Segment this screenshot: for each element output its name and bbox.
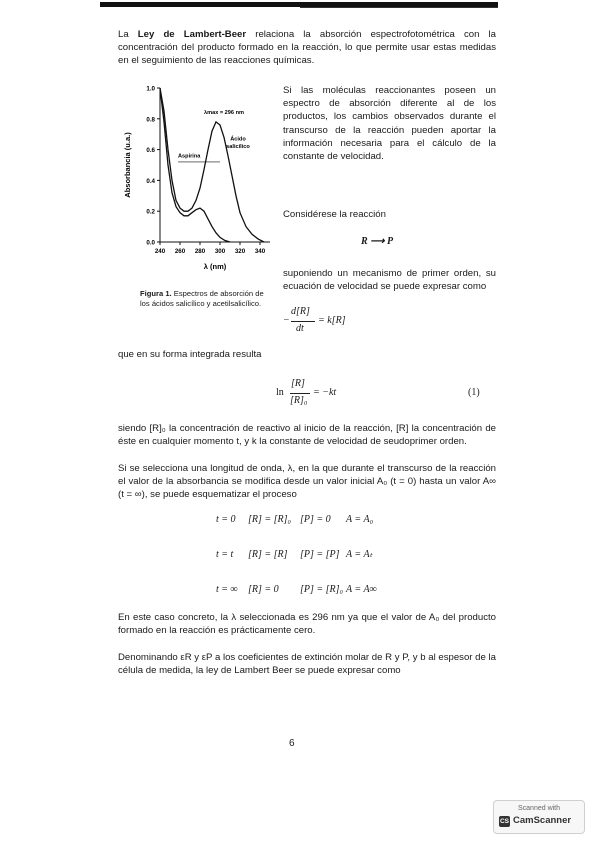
y-tick-label: 1.0 bbox=[146, 85, 155, 93]
y-tick-label: 0.0 bbox=[146, 239, 155, 247]
scheme-row-1 bbox=[216, 549, 416, 563]
scheme-product: [P] = 0 bbox=[300, 514, 331, 525]
series-label-aspirina: Aspirina bbox=[178, 153, 201, 160]
eq1-ln: ln bbox=[276, 387, 284, 398]
intro-text-end: relaciona la absorción espectrofotométrica con la concentración del producto formado en la reacción, lo que permite usar estas medidas en el seguimiento de las reacciones químicas. bbox=[118, 29, 497, 67]
x-tick-label: 280 bbox=[194, 248, 206, 255]
eq1-fraction-bar bbox=[290, 393, 310, 394]
x-axis-label: λ (nm) bbox=[203, 262, 227, 271]
lambda-max-annotation: λmax = 296 nm bbox=[204, 110, 244, 117]
right-paragraph-2: Considérese la reacción bbox=[283, 209, 386, 220]
rate-eq-numerator: d[R] bbox=[291, 306, 310, 317]
scheme-time: t = t bbox=[216, 549, 234, 560]
rate-eq-denominator: dt bbox=[296, 323, 304, 334]
scheme-reactant: [R] = 0 bbox=[248, 584, 279, 595]
equation-1 bbox=[276, 376, 366, 412]
rate-eq-fraction-bar bbox=[291, 321, 315, 322]
absorption-spectra-chart bbox=[120, 82, 280, 282]
figure-caption-label: Figura 1. bbox=[140, 289, 172, 298]
scheme-row-0 bbox=[216, 514, 416, 528]
y-tick-label: 0.4 bbox=[146, 177, 155, 185]
lambda-paragraph: Si se selecciona una longitud de onda, λ, en la que durante el transcurso de la reacción el valor de la absorbancia se modifica desde un valor inicial A₀ (t = 0) hasta un valor A∞ (t = ∞), se puede esquematizar el proceso bbox=[118, 463, 496, 501]
rate-equation bbox=[283, 304, 383, 340]
intro-bold-term: Ley de Lambert-Beer bbox=[137, 29, 247, 40]
siendo-paragraph: siendo [R]₀ la concentración de reactivo al inicio de la reacción, [R] la concentración de éste en cualquier momento t, y k la constante de velocidad de seudoprimer orden. bbox=[118, 423, 496, 448]
scheme-reactant: [R] = [R]₀ bbox=[248, 514, 292, 525]
y-tick-label: 0.6 bbox=[146, 147, 155, 155]
rate-eq-minus: − bbox=[283, 315, 290, 326]
top-rule-thin bbox=[300, 7, 498, 8]
denominating-paragraph: Denominando εR y εP a los coeficientes de extinción molar de R y P, y b al espesor de la célula de medida, la ley de Lambert Beer se puede expresar como bbox=[118, 652, 496, 677]
scheme-row-2 bbox=[216, 584, 416, 598]
intro-paragraph bbox=[118, 28, 496, 68]
x-tick-label: 260 bbox=[174, 248, 186, 255]
right-paragraph-3: suponiendo un mecanismo de primer orden, su ecuación de velocidad se puede expresar como bbox=[283, 268, 496, 293]
scheme-time: t = 0 bbox=[216, 514, 236, 525]
x-tick-label: 300 bbox=[214, 248, 226, 255]
x-tick-label: 240 bbox=[154, 248, 166, 255]
eq1-numerator: [R] bbox=[291, 378, 305, 389]
scanner-brand: CamScanner bbox=[513, 815, 572, 826]
scheme-product: [P] = [P] bbox=[300, 549, 340, 560]
scheme-time: t = ∞ bbox=[216, 584, 238, 595]
camscanner-logo-icon: CS bbox=[499, 818, 510, 825]
rate-eq-rhs: = k[R] bbox=[318, 315, 346, 326]
intro-text-start: La bbox=[118, 29, 138, 40]
equation-1-label: (1) bbox=[468, 387, 480, 398]
series-label-salicilico-2: salicílico bbox=[226, 144, 250, 151]
scheme-absorbance: A = A₀ bbox=[346, 514, 374, 525]
eq1-denominator: [R]₀ bbox=[290, 395, 308, 406]
integrated-intro: que en su forma integrada resulta bbox=[118, 349, 262, 360]
y-tick-label: 0.2 bbox=[146, 208, 155, 216]
figure-caption bbox=[140, 289, 275, 309]
scheme-product: [P] = [R]₀ bbox=[300, 584, 344, 595]
scanner-caption: Scanned with bbox=[517, 805, 561, 812]
y-axis-label: Absorbancia (u.a.) bbox=[123, 132, 132, 198]
reaction-equation: R ⟶ P bbox=[361, 236, 394, 247]
scheme-absorbance: A = A∞ bbox=[346, 584, 377, 595]
case-paragraph: En este caso concreto, la λ seleccionada es 296 nm ya que el valor de A₀ del producto formado en la reacción es prácticamente cero. bbox=[118, 612, 496, 637]
camscanner-watermark bbox=[493, 800, 585, 834]
figure-caption-text: Espectros de absorción de los ácidos salicílico y acetilsalicílico. bbox=[140, 289, 264, 308]
y-tick-label: 0.8 bbox=[146, 116, 155, 124]
scheme-absorbance: A = Aₜ bbox=[346, 549, 373, 560]
x-tick-label: 320 bbox=[234, 248, 246, 255]
series-label-salicilico-1: Ácido bbox=[230, 136, 246, 143]
right-paragraph-1: Si las moléculas reaccionantes poseen un espectro de absorción diferente al de los productos, los cambios observados durante el transcurso de la reacción pueden aportar la información necesaria para el cálculo de la constante de velocidad. bbox=[283, 85, 496, 163]
eq1-rhs: = −kt bbox=[313, 387, 337, 398]
page-number: 6 bbox=[289, 738, 295, 749]
scheme-reactant: [R] = [R] bbox=[248, 549, 288, 560]
x-tick-label: 340 bbox=[254, 248, 266, 255]
